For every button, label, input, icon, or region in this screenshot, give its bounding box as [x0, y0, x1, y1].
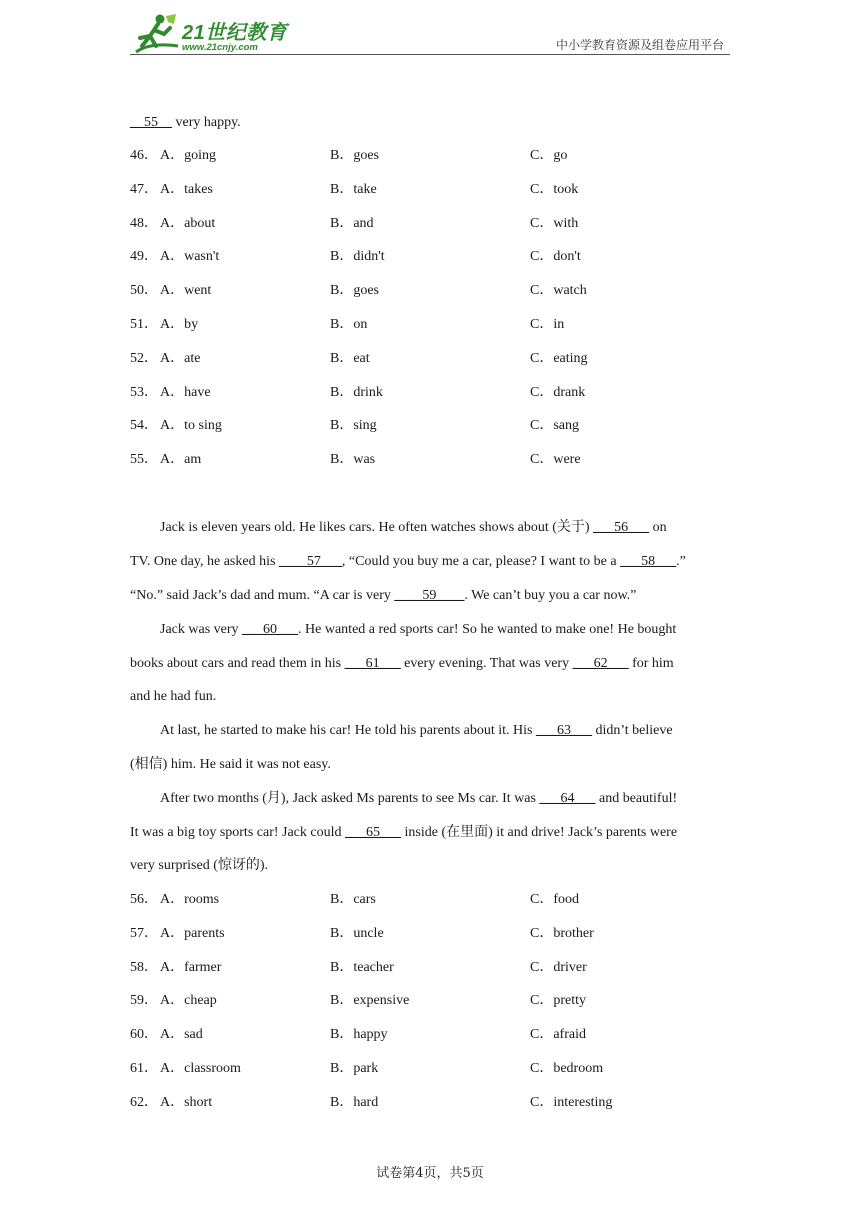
option-c: C．driver: [530, 959, 587, 975]
site-logo: [130, 12, 300, 56]
passage-line: and he had fun.: [130, 689, 217, 704]
option-a: A．farmer: [160, 959, 222, 975]
option-c: C．don't: [530, 249, 581, 265]
passage-line: It was a big toy sports car! Jack could ___65___ inside (在里面) it and drive! Jack’s parents were: [130, 825, 678, 840]
question-number: 48．: [130, 215, 158, 231]
option-b: B．happy: [330, 1027, 388, 1043]
option-a: A．short: [160, 1094, 213, 1110]
option-c: C．pretty: [530, 993, 586, 1009]
option-b: B．uncle: [330, 925, 384, 941]
option-c: C．watch: [530, 283, 587, 299]
option-b: B．park: [330, 1061, 379, 1076]
passage-line: Jack was very ___60___. He wanted a red sports car! So he wanted to make one! He bought: [160, 622, 677, 637]
question-number: 51．: [130, 317, 158, 332]
blank-60: ___60___: [242, 622, 299, 637]
option-b: B．cars: [330, 892, 376, 907]
option-a: A．went: [160, 283, 212, 299]
option-a: A．cheap: [160, 993, 217, 1009]
option-a: A．takes: [160, 181, 213, 197]
option-c: C．brother: [530, 925, 594, 941]
passage-line: very surprised (惊讶的).: [130, 858, 269, 873]
blank-64: ___64___: [539, 791, 596, 806]
option-b: B．drink: [330, 384, 383, 400]
passage-line: At last, he started to make his car! He told his parents about it. His ___63___ didn’t believe: [160, 723, 673, 738]
passage-line: After two months (月), Jack asked Ms parents to see Ms car. It was ___64___ and beautiful!: [160, 791, 678, 806]
option-c: C．eating: [530, 350, 588, 366]
passage-line: (相信) him. He said it was not easy.: [130, 757, 331, 772]
option-a: A．have: [160, 384, 211, 400]
option-c: C．sang: [530, 418, 579, 434]
logo-text: 21世纪教育: [182, 22, 288, 44]
option-c: C．bedroom: [530, 1061, 604, 1076]
question-number: 62．: [130, 1094, 158, 1110]
intro-text: very happy.: [172, 115, 241, 130]
question-number: 53．: [130, 384, 158, 400]
option-b: B．teacher: [330, 959, 394, 975]
option-a: A．am: [160, 452, 202, 468]
logo-url: www.21cnjy.com: [182, 42, 258, 53]
option-b: B．didn't: [330, 249, 385, 265]
runner-logo-icon: [130, 12, 182, 56]
option-a: A．going: [160, 148, 216, 163]
blank-55: __55__: [130, 115, 172, 130]
blank-61: ___61___: [344, 656, 401, 671]
passage-line: “No.” said Jack’s dad and mum. “A car is very ____59____. We can’t buy you a car now.”: [130, 588, 637, 603]
option-b: B．expensive: [330, 993, 410, 1009]
question-number: 50．: [130, 283, 158, 299]
question-number: 59．: [130, 993, 158, 1009]
option-a: A．by: [160, 317, 199, 332]
option-c: C．in: [530, 317, 565, 332]
blank-65: ___65___: [345, 825, 401, 840]
platform-title: 中小学教育资源及组卷应用平台: [555, 38, 724, 52]
question-number: 49．: [130, 249, 158, 265]
header-divider: [130, 54, 730, 55]
option-b: B．goes: [330, 148, 379, 163]
option-b: B．hard: [330, 1094, 379, 1110]
question-number: 57．: [130, 925, 158, 941]
question-number: 55．: [130, 452, 158, 468]
question-number: 54．: [130, 418, 158, 434]
option-c: C．were: [530, 452, 581, 468]
option-b: B．take: [330, 181, 377, 197]
option-c: C．drank: [530, 384, 586, 400]
option-a: A．sad: [160, 1027, 203, 1043]
option-c: C．food: [530, 892, 579, 907]
blank-57: ____57___: [278, 554, 342, 569]
question-number: 47．: [130, 181, 158, 197]
option-b: B．and: [330, 215, 374, 231]
option-a: A．ate: [160, 350, 201, 366]
page-footer: 试卷第4页，共5页: [376, 1166, 484, 1181]
passage-line: Jack is eleven years old. He likes cars. He often watches shows about (关于) ___56___ on: [160, 520, 667, 535]
question-number: 52．: [130, 350, 158, 366]
question-number: 61．: [130, 1061, 158, 1076]
option-a: A．classroom: [160, 1061, 241, 1076]
option-b: B．on: [330, 317, 368, 332]
question-number: 58．: [130, 959, 158, 975]
option-c: C．interesting: [530, 1094, 613, 1110]
option-a: A．about: [160, 215, 216, 231]
option-a: A．wasn't: [160, 249, 220, 265]
option-a: A．parents: [160, 925, 225, 941]
option-b: B．sing: [330, 418, 377, 434]
question-number: 60．: [130, 1027, 158, 1043]
option-a: A．to sing: [160, 418, 222, 434]
intro-line: [130, 114, 241, 132]
blank-56: ___56___: [593, 520, 650, 535]
question-number: 46．: [130, 148, 158, 163]
blank-59: ____59____: [394, 588, 465, 603]
question-number: 56．: [130, 892, 158, 907]
option-c: C．go: [530, 148, 568, 163]
passage-line: books about cars and read them in his ___61___ every evening. That was very ___62___ for him: [130, 656, 674, 671]
option-b: B．eat: [330, 350, 370, 366]
option-c: C．with: [530, 215, 579, 231]
option-c: C．afraid: [530, 1027, 586, 1043]
blank-58: ___58___: [620, 554, 677, 569]
option-a: A．rooms: [160, 892, 220, 907]
blank-63: ___63___: [535, 723, 592, 738]
option-c: C．took: [530, 181, 579, 197]
option-b: B．goes: [330, 283, 379, 299]
blank-62: ___62___: [572, 656, 629, 671]
option-b: B．was: [330, 452, 376, 468]
passage-line: TV. One day, he asked his ____57___, “Could you buy me a car, please? I want to be a ___58___.”: [130, 554, 686, 569]
page-header: [130, 8, 730, 56]
